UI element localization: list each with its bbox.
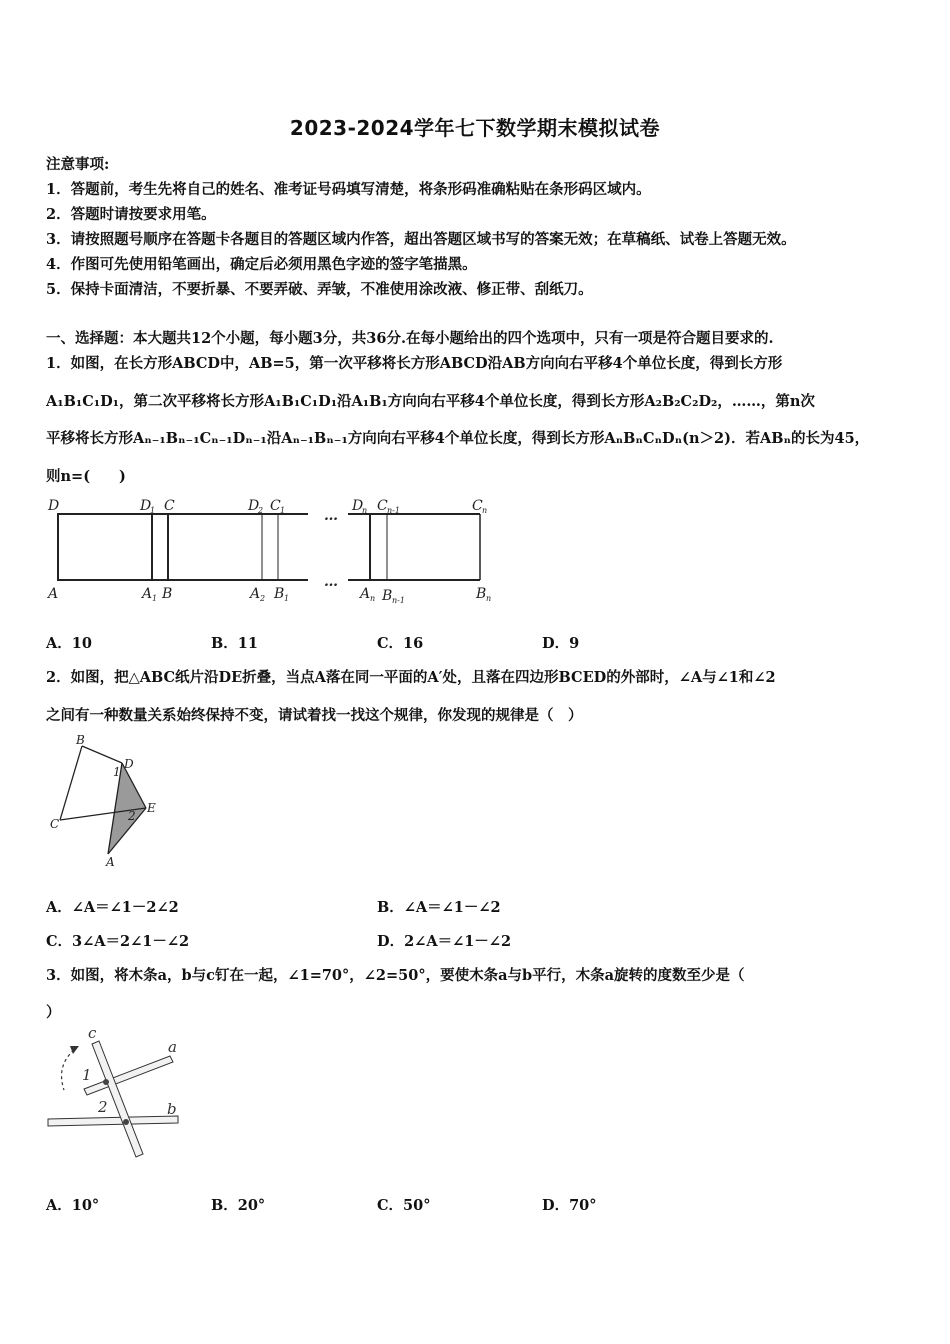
- label-Bn1: B: [382, 588, 393, 604]
- option-c[interactable]: C．16: [377, 635, 424, 652]
- q3-line: ）: [46, 1004, 61, 1021]
- q1-line: 1．如图，在长方形ABCD中，AB=5，第一次平移将长方形ABCD沿AB方向向右平移4个单位长度，得到长方形: [46, 355, 783, 372]
- svg-text:1: 1: [280, 506, 286, 515]
- dots: …: [324, 574, 338, 590]
- note-item: 1．答题前，考生先将自己的姓名、准考证号码填写清楚，将条形码准确粘贴在条形码区域内。: [46, 181, 651, 198]
- svg-text:2: 2: [260, 594, 266, 603]
- label-C: C: [50, 817, 60, 831]
- option-d[interactable]: D．2∠A＝∠1－∠2: [377, 933, 512, 950]
- label-angle-1: 1: [82, 1066, 92, 1084]
- option-a[interactable]: A．10°: [46, 1197, 100, 1214]
- svg-text:n: n: [486, 594, 492, 603]
- label-D2: D: [248, 498, 260, 514]
- rotation-arrow: [62, 1050, 74, 1090]
- note-item: 4．作图可先使用铅笔画出，确定后必须用黑色字迹的签字笔描黑。: [46, 256, 477, 273]
- q2-figure: [40, 732, 180, 872]
- label-angle-1: 1: [113, 765, 121, 779]
- notes-heading: 注意事项:: [46, 156, 110, 173]
- svg-text:n: n: [482, 506, 488, 515]
- stick-b: [48, 1116, 178, 1126]
- dots: …: [324, 508, 338, 524]
- label-An: A: [360, 586, 371, 602]
- svg-text:1: 1: [284, 594, 290, 603]
- svg-text:n-1: n-1: [387, 506, 400, 515]
- label-angle-2: 2: [128, 809, 136, 823]
- q3-line: 3．如图，将木条a，b与c钉在一起，∠1=70°，∠2=50°，要使木条a与b平行，木条a旋转的度数至少是（: [46, 967, 745, 984]
- svg-text:1: 1: [150, 506, 156, 515]
- option-b[interactable]: B．11: [211, 635, 258, 652]
- label-A2: A: [250, 586, 261, 602]
- note-item: 3．请按照题号顺序在答题卡各题目的答题区域内作答，超出答题区域书写的答案无效；在草稿纸、试卷上答题无效。: [46, 231, 796, 248]
- label-B: B: [76, 733, 85, 747]
- option-b[interactable]: B．∠A＝∠1－∠2: [377, 899, 501, 916]
- label-B1: B: [274, 586, 285, 602]
- label-C: C: [164, 498, 175, 514]
- note-item: 5．保持卡面清洁，不要折暴、不要弄破、弄皱，不准使用涂改液、修正带、刮纸刀。: [46, 281, 593, 298]
- note-item: 2．答题时请按要求用笔。: [46, 206, 216, 223]
- q1-line: A₁B₁C₁D₁，第二次平移将长方形A₁B₁C₁D₁沿A₁B₁方向向右平移4个单位长度，得到长方形A₂B₂C₂D₂，……，第n次: [46, 393, 815, 410]
- q3-figure: [40, 1024, 200, 1164]
- label-Bn: B: [476, 586, 487, 602]
- svg-text:n: n: [362, 506, 368, 515]
- label-angle-2: 2: [98, 1098, 108, 1116]
- label-D: D: [124, 757, 134, 771]
- label-a: a: [168, 1038, 177, 1056]
- section-heading: 一、选择题：本大题共12个小题，每小题3分，共36分.在每小题给出的四个选项中，只有一项是符合题目要求的.: [46, 330, 774, 347]
- svg-text:1: 1: [152, 594, 158, 603]
- q1-line: 则n=( ): [46, 468, 126, 485]
- q2-line: 2．如图，把△ABC纸片沿DE折叠，当点A落在同一平面的A′处，且落在四边形BCED的外部时，∠A与∠1和∠2: [46, 669, 776, 686]
- label-E: E: [147, 801, 156, 815]
- label-Dn: D: [352, 498, 364, 514]
- option-c[interactable]: C．3∠A＝2∠1－∠2: [46, 933, 190, 950]
- arrow-head: [70, 1046, 79, 1054]
- svg-text:n: n: [370, 594, 376, 603]
- nail-1: [103, 1079, 109, 1085]
- svg-text:2: 2: [258, 506, 264, 515]
- label-D1: D: [140, 498, 152, 514]
- option-b[interactable]: B．20°: [211, 1197, 266, 1214]
- svg-text:n-1: n-1: [392, 596, 405, 605]
- page-title: 2023-2024学年七下数学期末模拟试卷: [289, 116, 661, 140]
- q1-figure: [40, 490, 510, 610]
- label-c: c: [88, 1024, 97, 1042]
- option-a[interactable]: A．10: [46, 635, 92, 652]
- nail-2: [123, 1119, 129, 1125]
- label-A1: A: [142, 586, 153, 602]
- label-Cn1: C: [377, 498, 388, 514]
- label-b: b: [167, 1100, 177, 1118]
- q2-line: 之间有一种数量关系始终保持不变，请试着找一找这个规律，你发现的规律是（ ）: [46, 707, 583, 724]
- label-B: B: [162, 586, 173, 602]
- label-A: A: [106, 855, 115, 869]
- option-c[interactable]: C．50°: [377, 1197, 431, 1214]
- q1-line: 平移将长方形Aₙ₋₁Bₙ₋₁Cₙ₋₁Dₙ₋₁沿Aₙ₋₁Bₙ₋₁方向向右平移4个单位长度，得到长方形AₙBₙCₙDₙ(n＞2)．若ABₙ的长为45，: [46, 430, 870, 447]
- label-Cn: C: [472, 498, 483, 514]
- stick-a: [84, 1056, 173, 1095]
- label-C1: C: [270, 498, 281, 514]
- label-A: A: [48, 586, 59, 602]
- option-d[interactable]: D．9: [542, 635, 580, 652]
- option-a[interactable]: A．∠A＝∠1－2∠2: [46, 899, 179, 916]
- option-d[interactable]: D．70°: [542, 1197, 597, 1214]
- label-D: D: [48, 498, 60, 514]
